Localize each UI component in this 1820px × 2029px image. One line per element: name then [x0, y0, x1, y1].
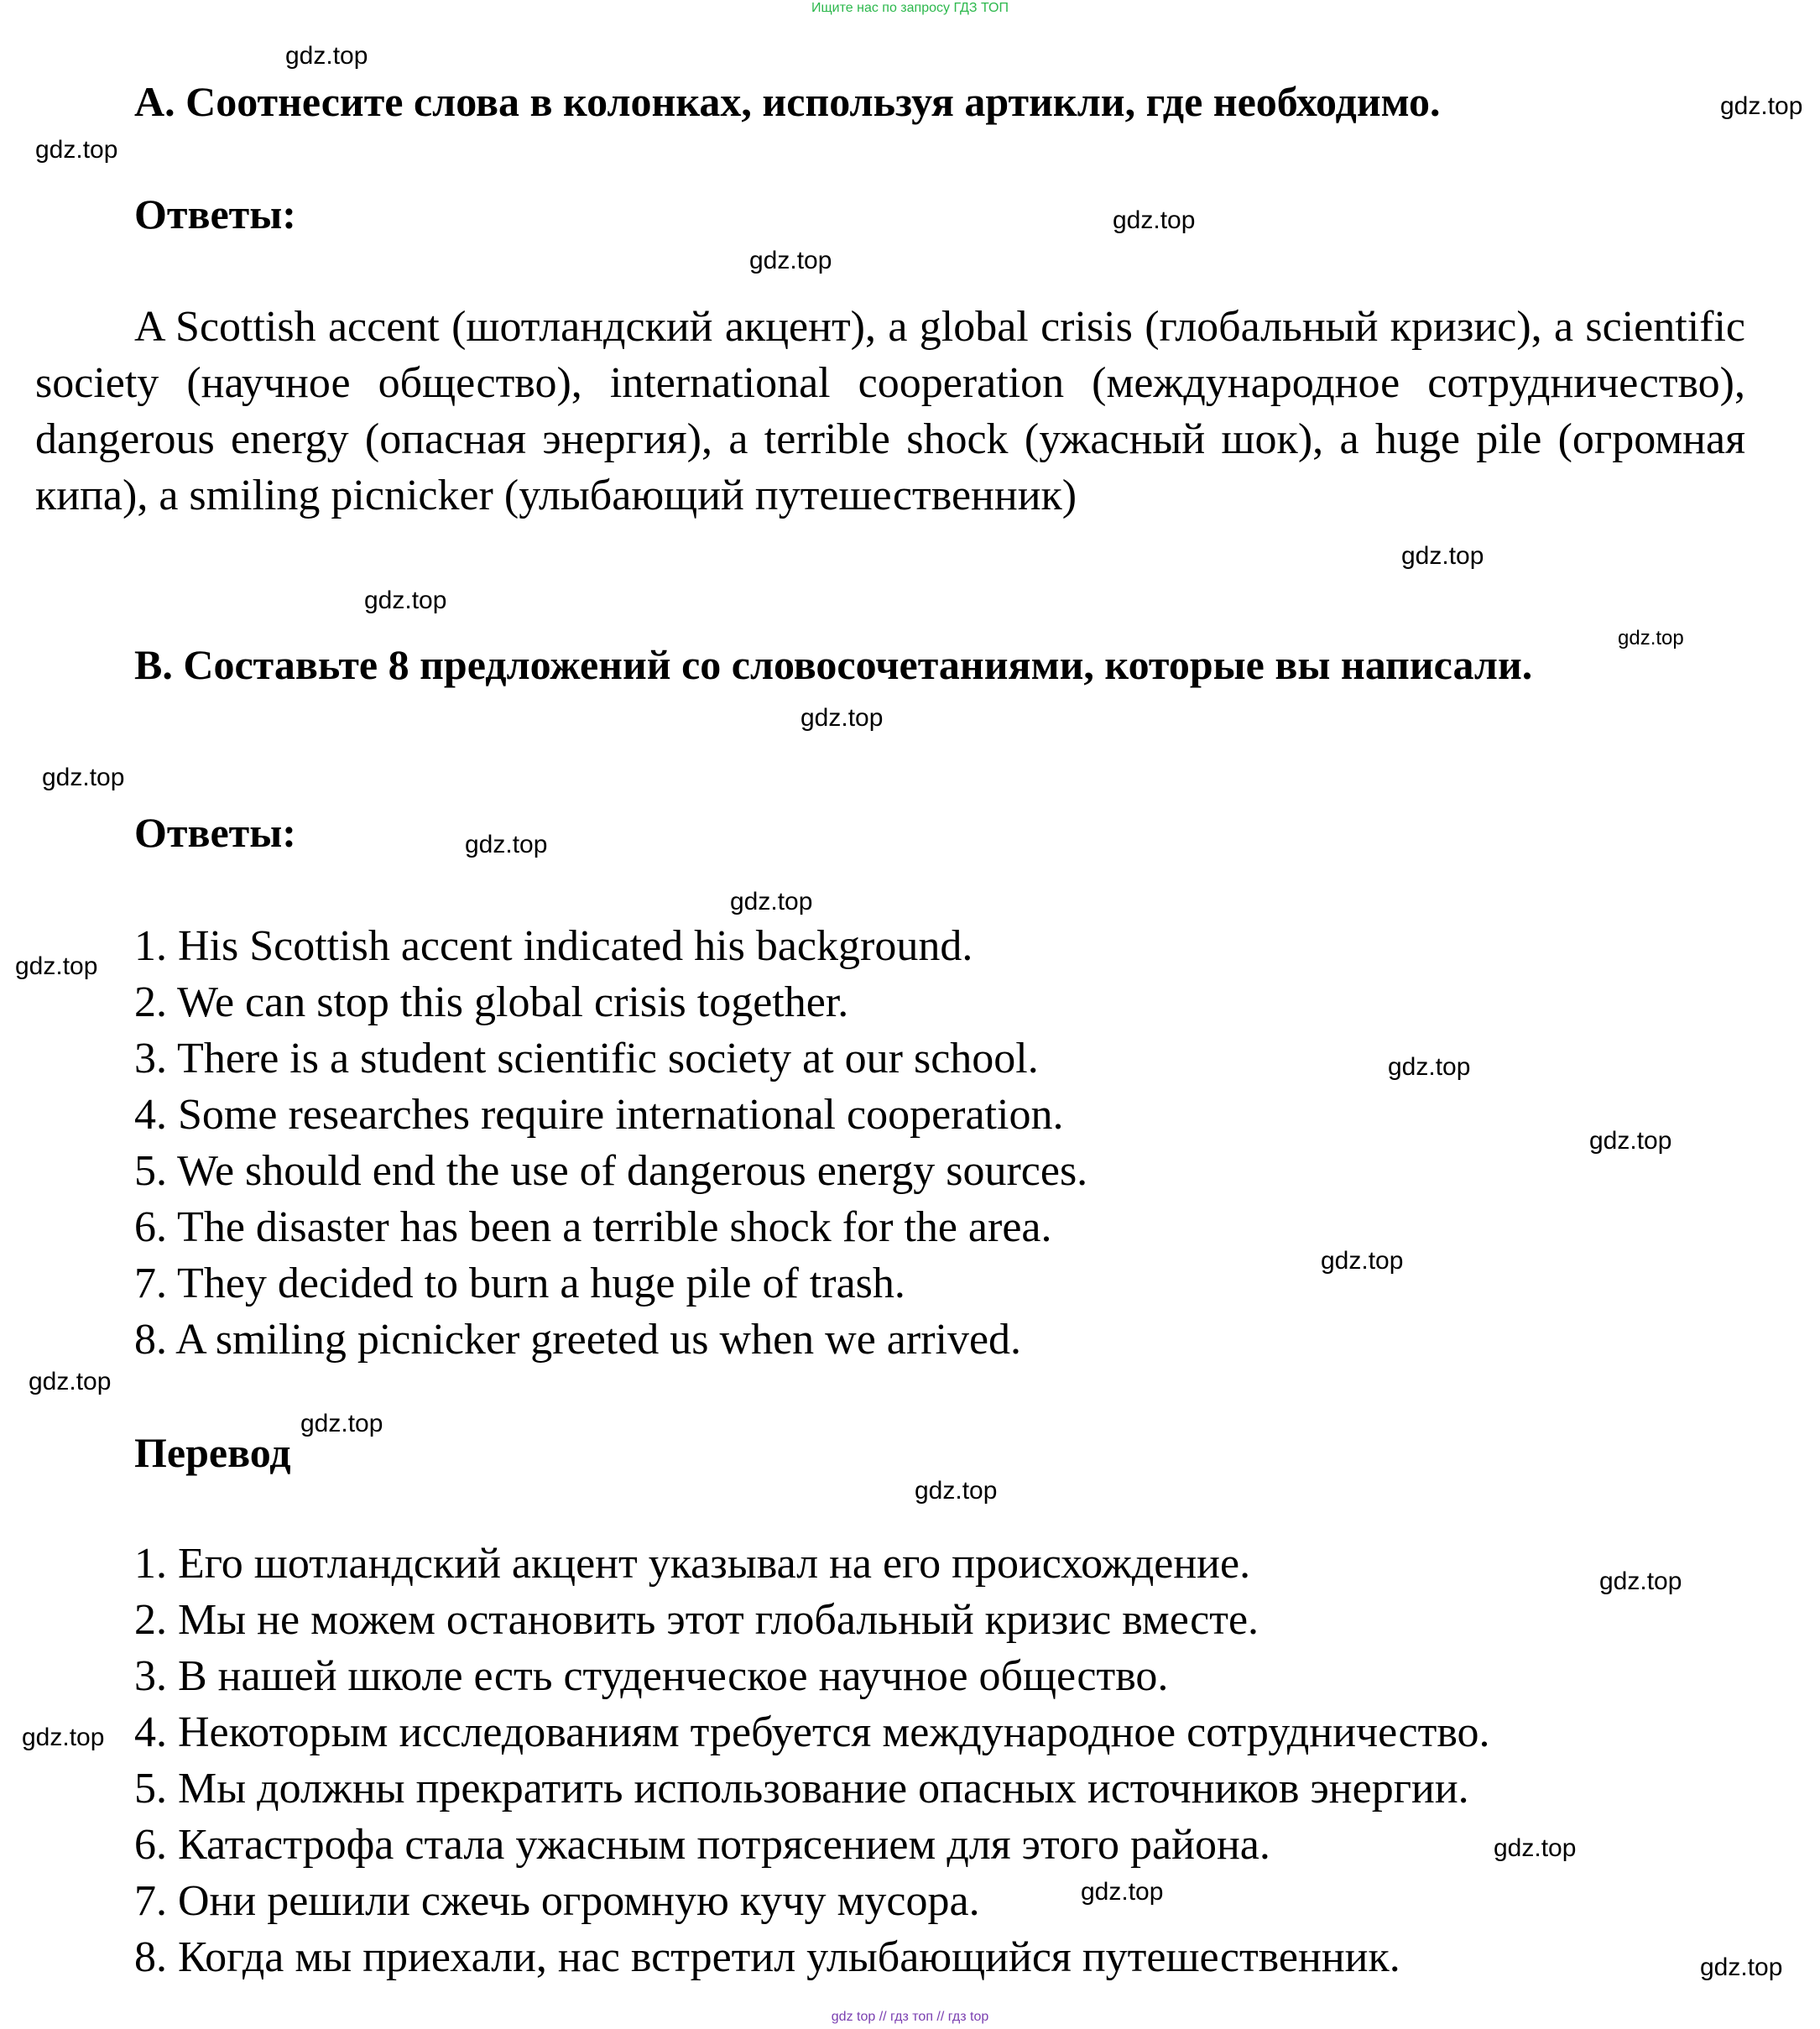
- watermark: gdz.top: [1700, 1953, 1783, 1981]
- section-a-instruction-text: Соотнесите слова в колонках, используя артикли, где необходимо.: [185, 78, 1441, 125]
- sentence-item: 4. Some researches require international cooperation.: [134, 1091, 1064, 1139]
- sentence-item: 2. We can stop this global crisis together.: [134, 978, 849, 1026]
- translation-item: 2. Мы не можем остановить этот глобальный кризис вместе.: [134, 1596, 1259, 1644]
- watermark: gdz.top: [1720, 92, 1803, 120]
- sentence-item: 5. We should end the use of dangerous energy sources.: [134, 1147, 1088, 1195]
- translation-item: 1. Его шотландский акцент указывал на его происхождение.: [134, 1540, 1251, 1588]
- sentence-list: [134, 918, 1087, 1368]
- watermark: gdz.top: [35, 136, 118, 164]
- translation-label: Перевод: [134, 1429, 291, 1476]
- sentence-item: 8. A smiling picnicker greeted us when we arrived.: [134, 1316, 1022, 1364]
- watermark: gdz.top: [1081, 1878, 1164, 1906]
- watermark: gdz.top: [29, 1368, 112, 1395]
- section-a-answers-label: Ответы:: [134, 190, 296, 237]
- top-banner: Ищите нас по запросу ГДЗ ТОП: [811, 1, 1009, 15]
- watermark: gdz.top: [1113, 206, 1196, 234]
- watermark: gdz.top: [1321, 1247, 1404, 1275]
- section-b-letter: B.: [134, 641, 173, 688]
- bottom-banner: gdz top // гдз топ // гдз top: [831, 2010, 989, 2024]
- sentence-item: 3. There is a student scientific society at our school.: [134, 1035, 1039, 1082]
- section-a-answer: [35, 299, 1745, 524]
- section-a-instruction: [35, 74, 1745, 130]
- watermark: gdz.top: [800, 704, 884, 732]
- watermark: gdz.top: [285, 42, 368, 70]
- section-b-instruction-text: Составьте 8 предложений со словосочетаниями, которые вы написали.: [183, 641, 1533, 688]
- watermark: gdz.top: [364, 587, 447, 614]
- translation-item: 3. В нашей школе есть студенческое научное общество.: [134, 1652, 1169, 1700]
- translation-item: 5. Мы должны прекратить использование опасных источников энергии.: [134, 1765, 1469, 1813]
- watermark: gdz.top: [1388, 1053, 1471, 1081]
- translation-item: 7. Они решили сжечь огромную кучу мусора.: [134, 1877, 980, 1925]
- watermark: gdz.top: [1618, 627, 1684, 649]
- section-a-answer-text: A Scottish accent (шотландский акцент), a global crisis (глобальный кризис), a scientific society (научное общество), international cooperation (международное сотрудничество), dangerous energy (опасная энергия), a terrible shock (ужасный шок), a huge pile (огромная кипа), a smiling picnicker (улыбающий путешественник): [35, 303, 1745, 519]
- translation-item: 4. Некоторым исследованиям требуется международное сотрудничество.: [134, 1708, 1490, 1756]
- watermark: gdz.top: [1599, 1567, 1682, 1595]
- sentence-item: 1. His Scottish accent indicated his background.: [134, 922, 973, 970]
- sentence-item: 7. They decided to burn a huge pile of trash.: [134, 1260, 905, 1307]
- watermark: gdz.top: [1494, 1834, 1577, 1862]
- watermark: gdz.top: [1589, 1127, 1672, 1155]
- translation-item: 8. Когда мы приехали, нас встретил улыбающийся путешественник.: [134, 1933, 1400, 1981]
- watermark: gdz.top: [300, 1410, 383, 1437]
- section-b-instruction: [35, 637, 1745, 693]
- watermark: gdz.top: [15, 952, 98, 980]
- watermark: gdz.top: [42, 764, 125, 791]
- watermark: gdz.top: [465, 831, 548, 858]
- translation-item: 6. Катастрофа стала ужасным потрясением для этого района.: [134, 1821, 1270, 1869]
- watermark: gdz.top: [749, 247, 832, 274]
- section-b-answers-label: Ответы:: [134, 809, 296, 856]
- watermark: gdz.top: [730, 888, 813, 915]
- watermark: gdz.top: [1401, 542, 1484, 570]
- section-a-letter: A.: [134, 78, 175, 125]
- sentence-item: 6. The disaster has been a terrible shock for the area.: [134, 1203, 1052, 1251]
- watermark: gdz.top: [915, 1477, 998, 1505]
- watermark: gdz.top: [22, 1724, 105, 1751]
- translation-list: [134, 1536, 1490, 1985]
